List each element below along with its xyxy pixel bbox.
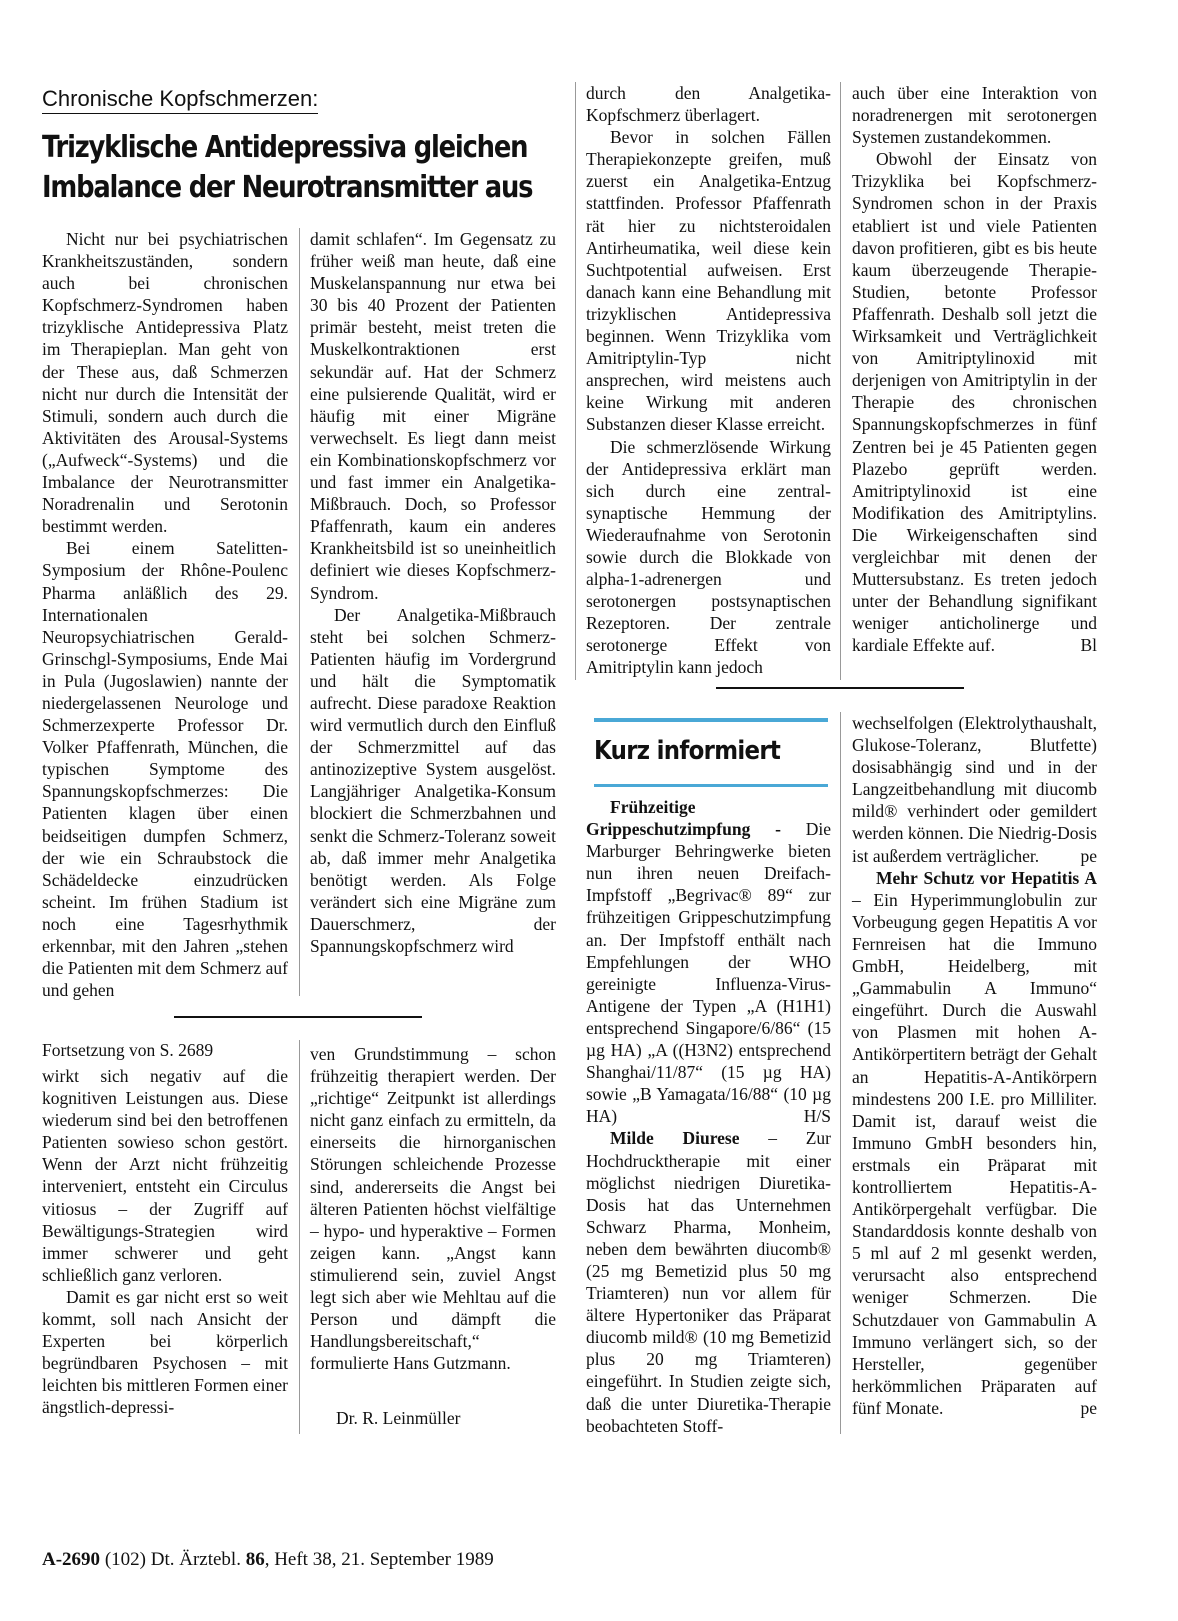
news-item-text: – Zur Hochdrucktherapie mit einer möglichst niedrigen Diuretika-Dosis hat das Unternehmen Schwarz Pharma, Monheim, neben dem bewährten diucomb® (25 mg Bemetizid plus 50 mg Triamteren) nun vor allem für ältere Hypertoniker das Präparat diucomb mild® (10 mg Bemetizid plus 20 mg Triamteren) eingeführt. In Studien zeigte sich, daß die unter Diuretika-Therapie beobachteten Stoff- bbox=[586, 1128, 831, 1436]
kurz-column-4 bbox=[852, 712, 1097, 1419]
kurz-informiert-header bbox=[594, 718, 828, 787]
kurz-bottom-bar bbox=[594, 784, 828, 787]
news-item-signature: H/S bbox=[803, 1106, 831, 1127]
news-item-text: – Ein Hyperimmunglobulin zur Vorbeugung gegen Hepatitis A vor Fernreisen hat die Immuno GmbH, Heidelberg, mit „Gammabulin A Immuno“ eingeführt. Durch die Auswahl von Plasmen mit hohen A-Antikörpertitern beträgt der Gehalt an Hepatitis-A-Antikörpern mindestens 200 I.E. pro Milliliter. Damit ist, darauf weist die Immuno GmbH besonders hin, erstmals ein Präparat mit kontrolliertem Hepatitis-A-Antikörpergehalt verfügbar. Die Standarddosis konnte deshalb von 5 ml auf 2 ml gesenkt werden, verursacht also entsprechend weniger Schmerzen. Die Schutzdauer von Gammabulin A Immuno verlängert sich, so der Hersteller, gegenüber herkömmlichen Präparaten auf fünf Monate. bbox=[852, 889, 1097, 1418]
headline-line-1: Trizyklische Antidepressiva gleichen bbox=[42, 130, 528, 165]
kurz-column-3 bbox=[586, 796, 831, 1437]
page-footer bbox=[42, 1548, 494, 1572]
article-kicker: Chronische Kopfschmerzen: bbox=[42, 86, 318, 114]
footer-journal: (102) Dt. Ärztebl. bbox=[104, 1549, 241, 1570]
article-paragraph: durch den Analgetika-Kopfschmerz überlagert. bbox=[586, 83, 831, 126]
kurz-title: Kurz informiert bbox=[594, 736, 781, 766]
article-paragraph: Bevor in solchen Fällen Therapiekonzepte greifen, muß zuerst ein Analgetika-Entzug stattfinden. Professor Pfaffenrath rät hier zu nichtsteroidalen Antirheumatika, weil diese kein Suchtpotential aufweisen. Erst danach kann eine Behandlung mit trizyklischen Antidepressiva beginnen. Wenn Trizyklika vom Amitriptylin-Typ nicht ansprechen, wird meistens auch keine Wirkung mit anderen Substanzen dieser Klasse erreicht. bbox=[586, 127, 831, 435]
column-divider bbox=[299, 228, 300, 996]
section-rule bbox=[174, 1016, 422, 1018]
article-signature: Bl bbox=[1080, 635, 1097, 656]
article-column-1 bbox=[42, 228, 288, 1001]
news-item-signature: pe bbox=[1080, 1397, 1097, 1418]
continuation-column-2 bbox=[310, 1043, 556, 1374]
news-item bbox=[852, 712, 1097, 867]
news-item-head: Mehr Schutz vor Hepatitis A bbox=[876, 867, 1097, 888]
headline-line-2: Imbalance der Neurotransmitter aus bbox=[42, 170, 533, 205]
news-item-text: Die Marburger Behringwerke bieten nun ihren neuen Dreifach-Impfstoff „Begrivac® 89“ zur frühzeitigen Grippeschutzimpfung an. Der Impfstoff enthält nach Empfehlungen der WHO gereinigte Influenza-Virus-Antigene der Typen „A (H1H1) entsprechend Singapore/6/86“ (15 µg HA) „A ((H3N2) entsprechend Shanghai/11/87“ (15 µg HA) sowie „B Yamagata/16/88“ (10 µg HA) bbox=[586, 819, 831, 1127]
column-divider bbox=[575, 82, 576, 680]
column-divider bbox=[840, 82, 841, 680]
article-paragraph: Nicht nur bei psychiatrischen Krankheitszuständen, sondern auch bei chronischen Kopfschmerz-Syndromen haben trizyklische Antidepressiva Platz im Therapieplan. Man geht von der These aus, daß Schmerzen nicht nur durch die Intensität der Stimuli, sondern auch durch die Aktivitäten des Arousal-Systems („Aufweck“-Systems) und die Imbalance der Neurotransmitter Noradrenalin und Serotonin bestimmt werden. bbox=[42, 229, 288, 537]
article-paragraph: Damit es gar nicht erst so weit kommt, soll nach Ansicht der Experten bei körperlich begründbaren Psychosen – mit leichten bis mittleren Formen einer ängstlich-depressi- bbox=[42, 1286, 288, 1418]
article-headline bbox=[42, 128, 533, 208]
section-rule bbox=[716, 687, 964, 689]
article-paragraph: ven Grundstimmung – schon frühzeitig therapiert werden. Der „richtige“ Zeitpunkt ist allerdings nicht ganz einfach zu ermitteln, da einerseits die hirnorganischen Störungen schleichende Prozesse sind, andererseits die Angst bei älteren Patienten höchst vielfältige – hypo- und hyperaktive – Formen zeigen kann. „Angst kann stimulierend sein, zuviel Angst legt sich aber wie Mehltau auf die Person und dämpft die Handlungsbereitschaft,“ formulierte Hans Gutzmann. bbox=[310, 1044, 556, 1374]
kurz-top-bar bbox=[594, 718, 828, 722]
page-number: A-2690 bbox=[42, 1549, 101, 1570]
article-column-4 bbox=[852, 82, 1097, 657]
author-signature: Dr. R. Leinmüller bbox=[336, 1408, 461, 1428]
news-item-signature: pe bbox=[1080, 845, 1097, 866]
news-item-head: Frühzeitige Grippeschutzimpfung - bbox=[586, 797, 781, 840]
news-item bbox=[586, 796, 831, 1127]
news-item bbox=[852, 867, 1097, 1419]
article-paragraph: wirkt sich negativ auf die kognitiven Leistungen aus. Diese wiederum sind bei den betroffenen Patienten sowieso schon gestört. Wenn der Arzt nicht frühzeitig interveniert, entsteht ein Circulus vitiosus – der Zugriff auf Bewältigungs-Strategien wird immer schwerer und geht schließlich ganz verloren. bbox=[42, 1066, 288, 1285]
article-paragraph: auch über eine Interaktion von noradrenergen mit serotonergen Systemen zustandekommen. bbox=[852, 83, 1097, 148]
continuation-column-1 bbox=[42, 1065, 288, 1419]
article-column-3 bbox=[586, 82, 831, 679]
article-paragraph: Obwohl der Einsatz von Trizyklika bei Kopfschmerz-Syndromen schon in der Praxis etabliert ist und viele Patienten davon profitieren, gibt es bis heute kaum überzeugende Therapie-Studien, betonte Professor Pfaffenrath. Deshalb soll jetzt die Wirksamkeit und Verträglichkeit von Amitriptylinoxid mit derjenigen von Amitriptylin in der Therapie des chronischen Spannungskopfschmerzes in fünf Zentren bei je 45 Patienten gegen Plazebo geprüft werden. Amitriptylinoxid ist eine Modifikation des Amitriptylins. Die Wirkeigenschaften sind vergleichbar mit denen der Muttersubstanz. Es treten jedoch unter der Behandlung signifikant weniger anticholinerge und kardiale Effekte auf. bbox=[852, 149, 1097, 656]
column-divider bbox=[840, 712, 841, 1434]
article-paragraph: Der Analgetika-Mißbrauch steht bei solchen Schmerz-Patienten häufig im Vordergrund und hält die Symptomatik aufrecht. Diese paradoxe Reaktion wird vermutlich durch den Einfluß der Schmerzmittel auf das antinozizeptive System ausgelöst. Langjähriger Analgetika-Konsum blockiert die Schmerzbahnen und senkt die Schmerz-Toleranz soweit ab, daß immer mehr Analgetika benötigt werden. Als Folge verändert sich eine Migräne zum Dauerschmerz, der Spannungskopfschmerz wird bbox=[310, 604, 556, 956]
article-paragraph: Die schmerzlösende Wirkung der Antidepressiva erklärt man sich durch eine zentral-synaptische Hemmung der Wiederaufnahme von Serotonin sowie durch die Blokkade von alpha-1-adrenergen und serotonergen postsynaptischen Rezeptoren. Der zentrale serotonerge Effekt von Amitriptylin kann jedoch bbox=[586, 436, 831, 678]
article-column-2 bbox=[310, 228, 556, 957]
footer-issue: , Heft 38, 21. September 1989 bbox=[264, 1549, 494, 1570]
news-item-text: wechselfolgen (Elektrolythaushalt, Glukose-Toleranz, Blutfette) dosisabhängig sind und in der Langzeitbehandlung mit diucomb mild® verhindert oder gemildert werden können. Die Niedrig-Dosis ist außerdem verträglicher. bbox=[852, 713, 1097, 866]
footer-volume: 86 bbox=[245, 1549, 265, 1570]
news-item bbox=[586, 1127, 831, 1436]
continuation-label: Fortsetzung von S. 2689 bbox=[42, 1040, 214, 1060]
column-divider bbox=[299, 1040, 300, 1434]
article-paragraph: damit schlafen“. Im Gegensatz zu früher weiß man heute, daß eine Muskelanspannung nur etwa bei 30 bis 40 Prozent der Patienten primär besteht, meist treten die Muskelkontraktionen erst sekundär auf. Hat der Schmerz eine pulsierende Qualität, wird er häufig mit einer Migräne verwechselt. Es liegt dann meist ein Kombinationskopfschmerz vor und fast immer ein Analgetika-Mißbrauch. Doch, so Professor Pfaffenrath, kaum ein anderes Krankheitsbild ist so uneinheitlich definiert wie dieses Kopfschmerz-Syndrom. bbox=[310, 229, 556, 603]
article-paragraph: Bei einem Satelitten-Symposium der Rhône-Poulenc Pharma anläßlich des 29. Internationalen Neuropsychiatrischen Gerald-Grinschgl-Symposiums, Ende Mai in Pula (Jugoslawien) nannte der niedergelassenen Neurologe und Schmerzexperte Professor Dr. Volker Pfaffenrath, München, die typischen Symptome des Spannungskopfschmerzes: Die Patienten klagen über einen beidseitigen dumpfen Schmerz, der wie ein Schraubstock die Schädeldecke einzudrücken scheint. Im frühen Stadium ist noch eine Tagesrhythmik erkennbar, mit den Jahren „stehen die Patienten mit dem Schmerz auf und gehen bbox=[42, 538, 288, 1001]
news-item-head: Milde Diurese bbox=[610, 1128, 740, 1149]
